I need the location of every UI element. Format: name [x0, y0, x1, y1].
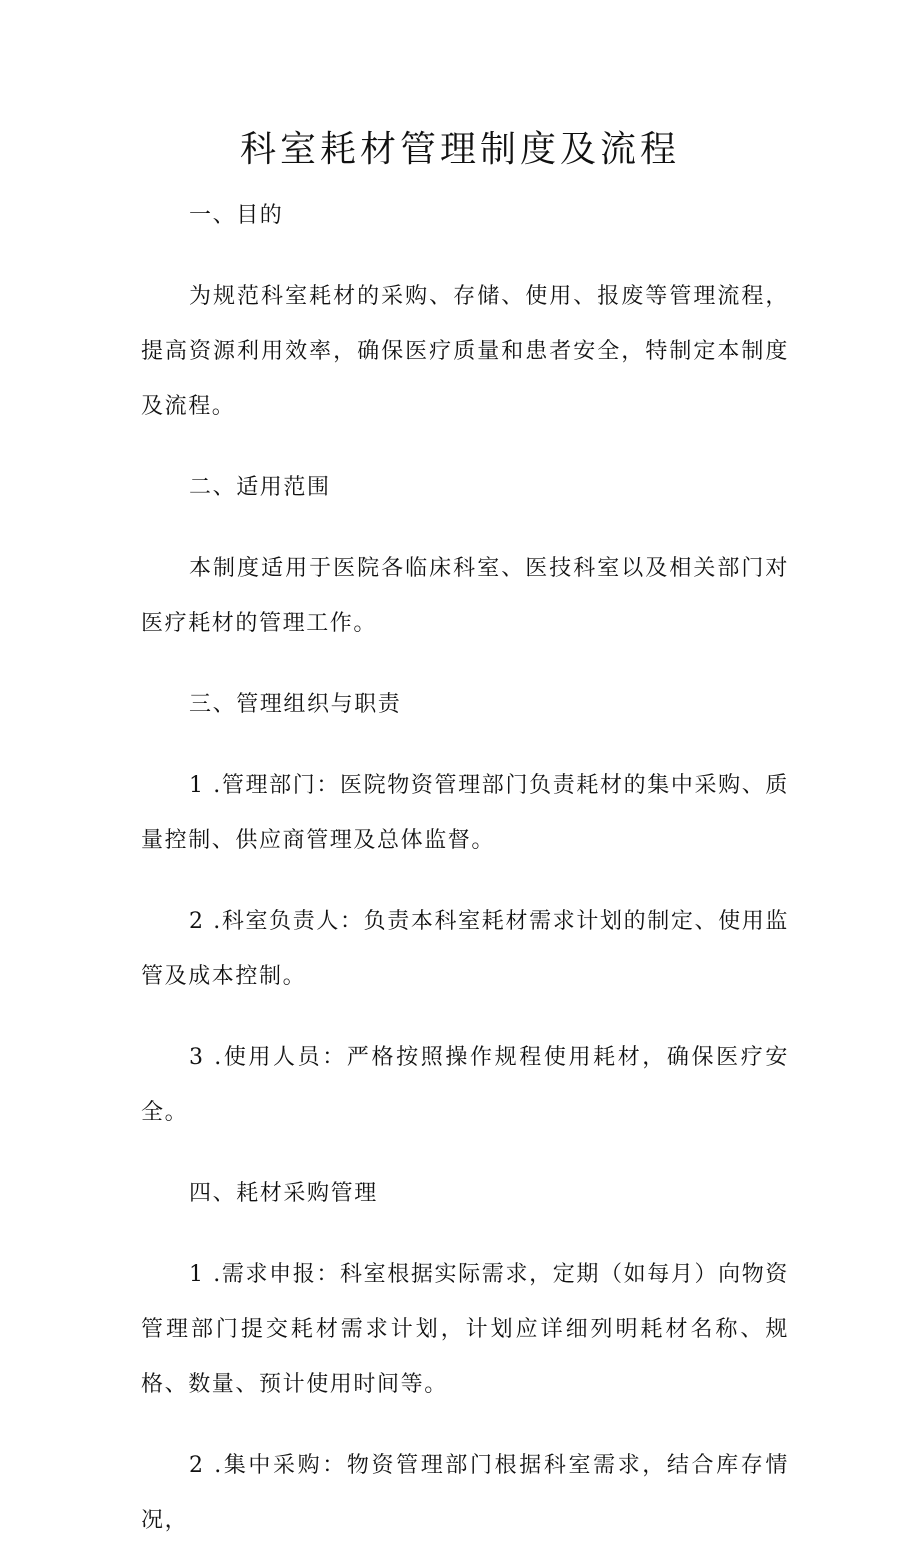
- spacer: [141, 434, 789, 460]
- paragraph-central-procurement: 2 .集中采购：物资管理部门根据科室需求，结合库存情况，: [141, 1453, 789, 1533]
- spacer: [141, 1412, 789, 1438]
- spacer: [141, 243, 789, 269]
- paragraph-dept-head: 2 .科室负责人：负责本科室耗材需求计划的制定、使用监管及成本控制。: [141, 909, 789, 989]
- spacer: [141, 732, 789, 758]
- section-heading-organization: 三、管理组织与职责: [189, 692, 402, 717]
- document-body: [141, 188, 789, 1548]
- spacer: [141, 1140, 789, 1166]
- spacer: [141, 868, 789, 894]
- section-heading-procurement: 四、耗材采购管理: [189, 1181, 378, 1206]
- section-heading-scope: 二、适用范围: [189, 475, 331, 500]
- page-title: 科室耗材管理制度及流程: [239, 129, 680, 170]
- spacer: [141, 1004, 789, 1030]
- paragraph-users: 3 .使用人员：严格按照操作规程使用耗材，确保医疗安全。: [141, 1045, 789, 1125]
- paragraph-purpose: 为规范科室耗材的采购、存储、使用、报废等管理流程，提高资源利用效率，确保医疗质量和患者安全，特制定本制度及流程。: [141, 284, 789, 419]
- spacer: [141, 515, 789, 541]
- section-heading-purpose: 一、目的: [189, 203, 284, 228]
- spacer: [141, 1221, 789, 1247]
- paragraph-scope: 本制度适用于医院各临床科室、医技科室以及相关部门对医疗耗材的管理工作。: [141, 556, 789, 636]
- paragraph-demand-report: 1 .需求申报：科室根据实际需求，定期（如每月）向物资管理部门提交耗材需求计划，计划应详细列明耗材名称、规格、数量、预计使用时间等。: [141, 1262, 789, 1397]
- spacer: [141, 651, 789, 677]
- paragraph-management-dept: 1 .管理部门：医院物资管理部门负责耗材的集中采购、质量控制、供应商管理及总体监督。: [141, 773, 789, 853]
